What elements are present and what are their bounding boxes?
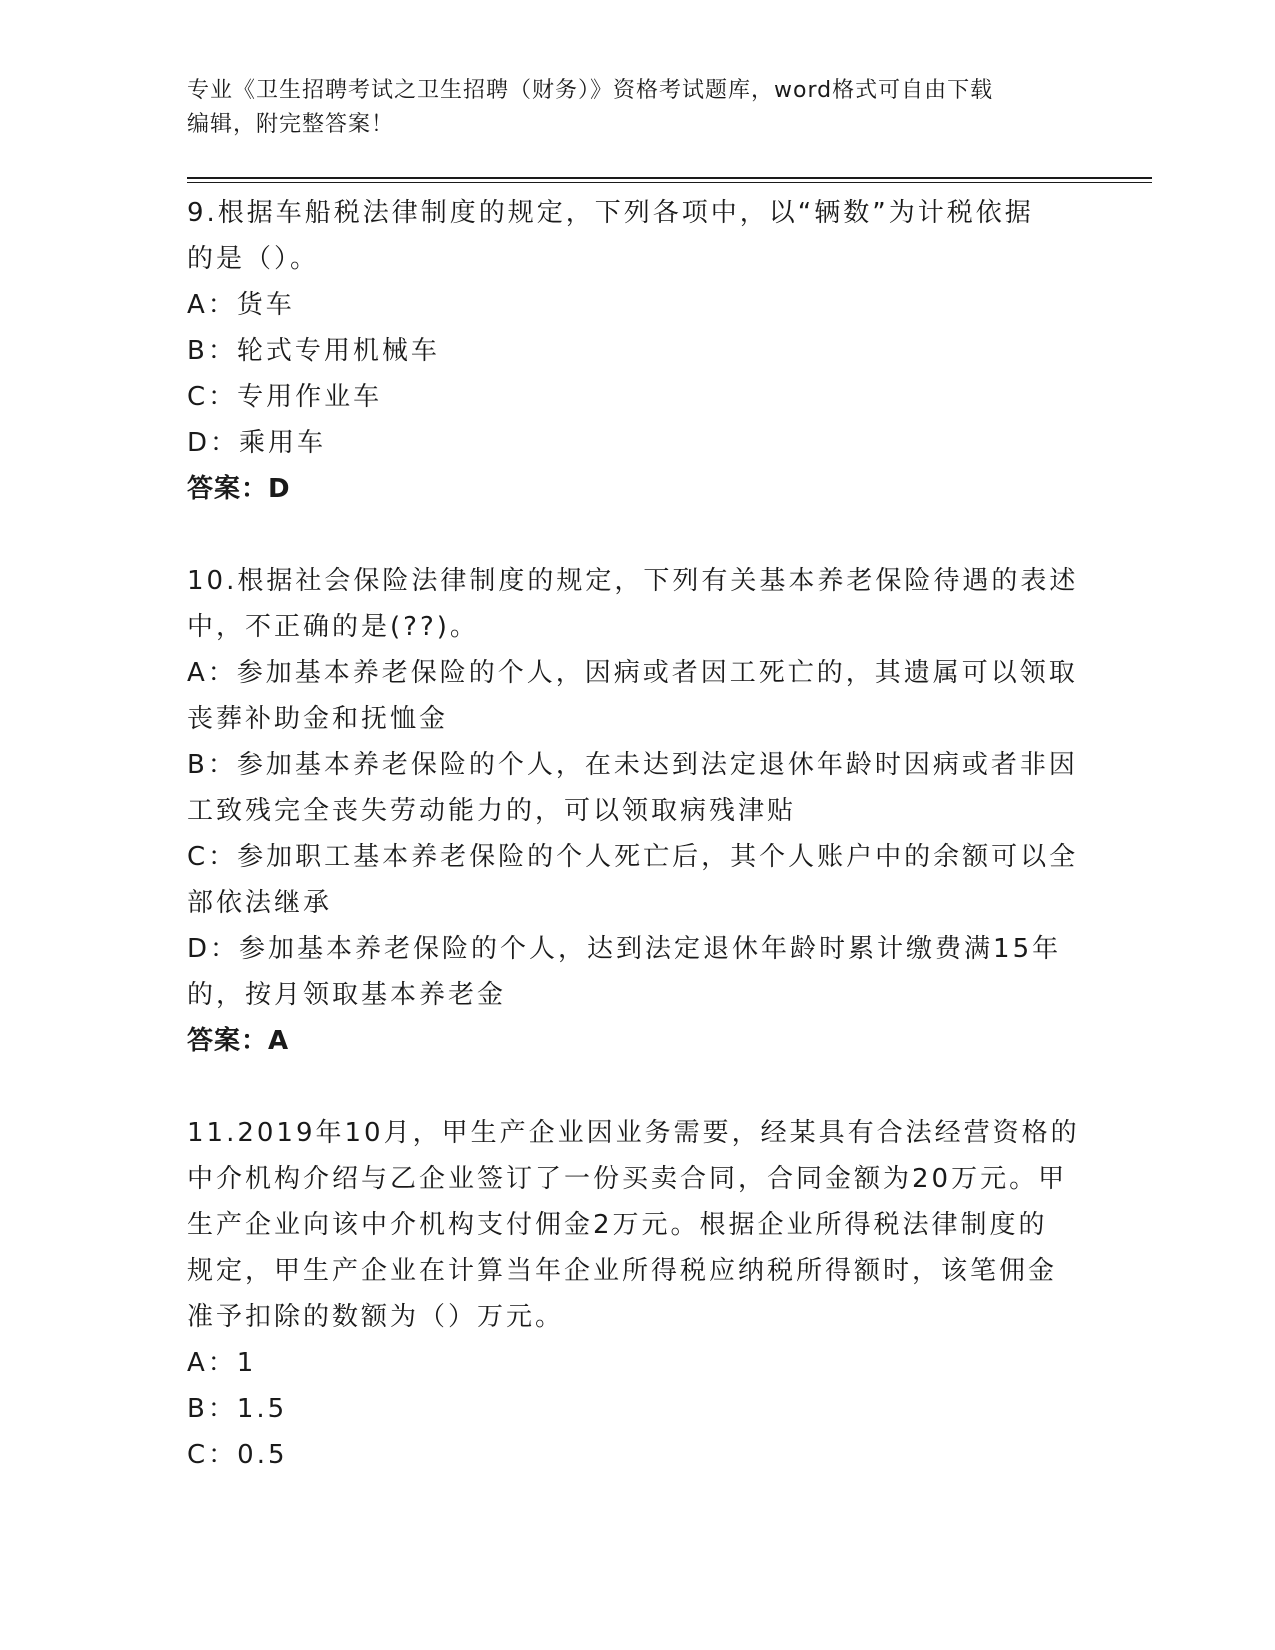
- header-line: 专业《卫生招聘考试之卫生招聘（财务）》资格考试题库，word格式可自由下载: [187, 78, 994, 103]
- option-a: A：参加基本养老保险的个人，因病或者因工死亡的，其遗属可以领取: [187, 658, 1078, 688]
- header-divider: [187, 177, 1152, 179]
- question-stem: 11.2019年10月，甲生产企业因业务需要，经某具有合法经营资格的: [187, 1118, 1080, 1148]
- option-d: D：参加基本养老保险的个人，达到法定退休年龄时累计缴费满15年: [187, 934, 1062, 964]
- spacer: [187, 512, 1087, 558]
- option-d: D：乘用车: [187, 428, 327, 458]
- answer-line: 答案：A: [187, 1026, 290, 1056]
- option-b-cont: 工致残完全丧失劳动能力的，可以领取病残津贴: [187, 796, 797, 826]
- spacer: [187, 1064, 1087, 1110]
- question-stem: 的是（）。: [187, 244, 320, 274]
- question-stem: 生产企业向该中介机构支付佣金2万元。根据企业所得税法律制度的: [187, 1210, 1048, 1240]
- header-divider: [187, 182, 1152, 183]
- option-a-cont: 丧葬补助金和抚恤金: [187, 704, 449, 734]
- option-c: C：参加职工基本养老保险的个人死亡后，其个人账户中的余额可以全: [187, 842, 1079, 872]
- option-b: B：轮式专用机械车: [187, 336, 440, 366]
- question-stem: 规定，甲生产企业在计算当年企业所得税应纳税所得额时，该笔佣金: [187, 1256, 1058, 1286]
- option-b: B：1.5: [187, 1394, 288, 1424]
- header-line: 编辑，附完整答案！: [187, 112, 395, 137]
- option-c: C：专用作业车: [187, 382, 383, 412]
- option-d-cont: 的，按月领取基本养老金: [187, 980, 507, 1010]
- answer-line: 答案：D: [187, 474, 291, 504]
- option-c-cont: 部依法继承: [187, 888, 333, 918]
- question-list: [187, 190, 1087, 1478]
- question-10: [187, 558, 1087, 1064]
- question-9: [187, 190, 1087, 512]
- question-stem: 准予扣除的数额为（）万元。: [187, 1302, 565, 1332]
- option-a: A：货车: [187, 290, 295, 320]
- option-a: A：1: [187, 1348, 257, 1378]
- question-11: [187, 1110, 1087, 1478]
- document-header: [187, 74, 1087, 142]
- option-b: B：参加基本养老保险的个人，在未达到法定退休年龄时因病或者非因: [187, 750, 1078, 780]
- question-stem: 9.根据车船税法律制度的规定，下列各项中，以“辆数”为计税依据: [187, 198, 1034, 228]
- question-stem: 中，不正确的是(??)。: [187, 612, 479, 642]
- question-stem: 10.根据社会保险法律制度的规定，下列有关基本养老保险待遇的表述: [187, 566, 1079, 596]
- option-c: C：0.5: [187, 1440, 288, 1470]
- question-stem: 中介机构介绍与乙企业签订了一份买卖合同，合同金额为20万元。甲: [187, 1164, 1068, 1194]
